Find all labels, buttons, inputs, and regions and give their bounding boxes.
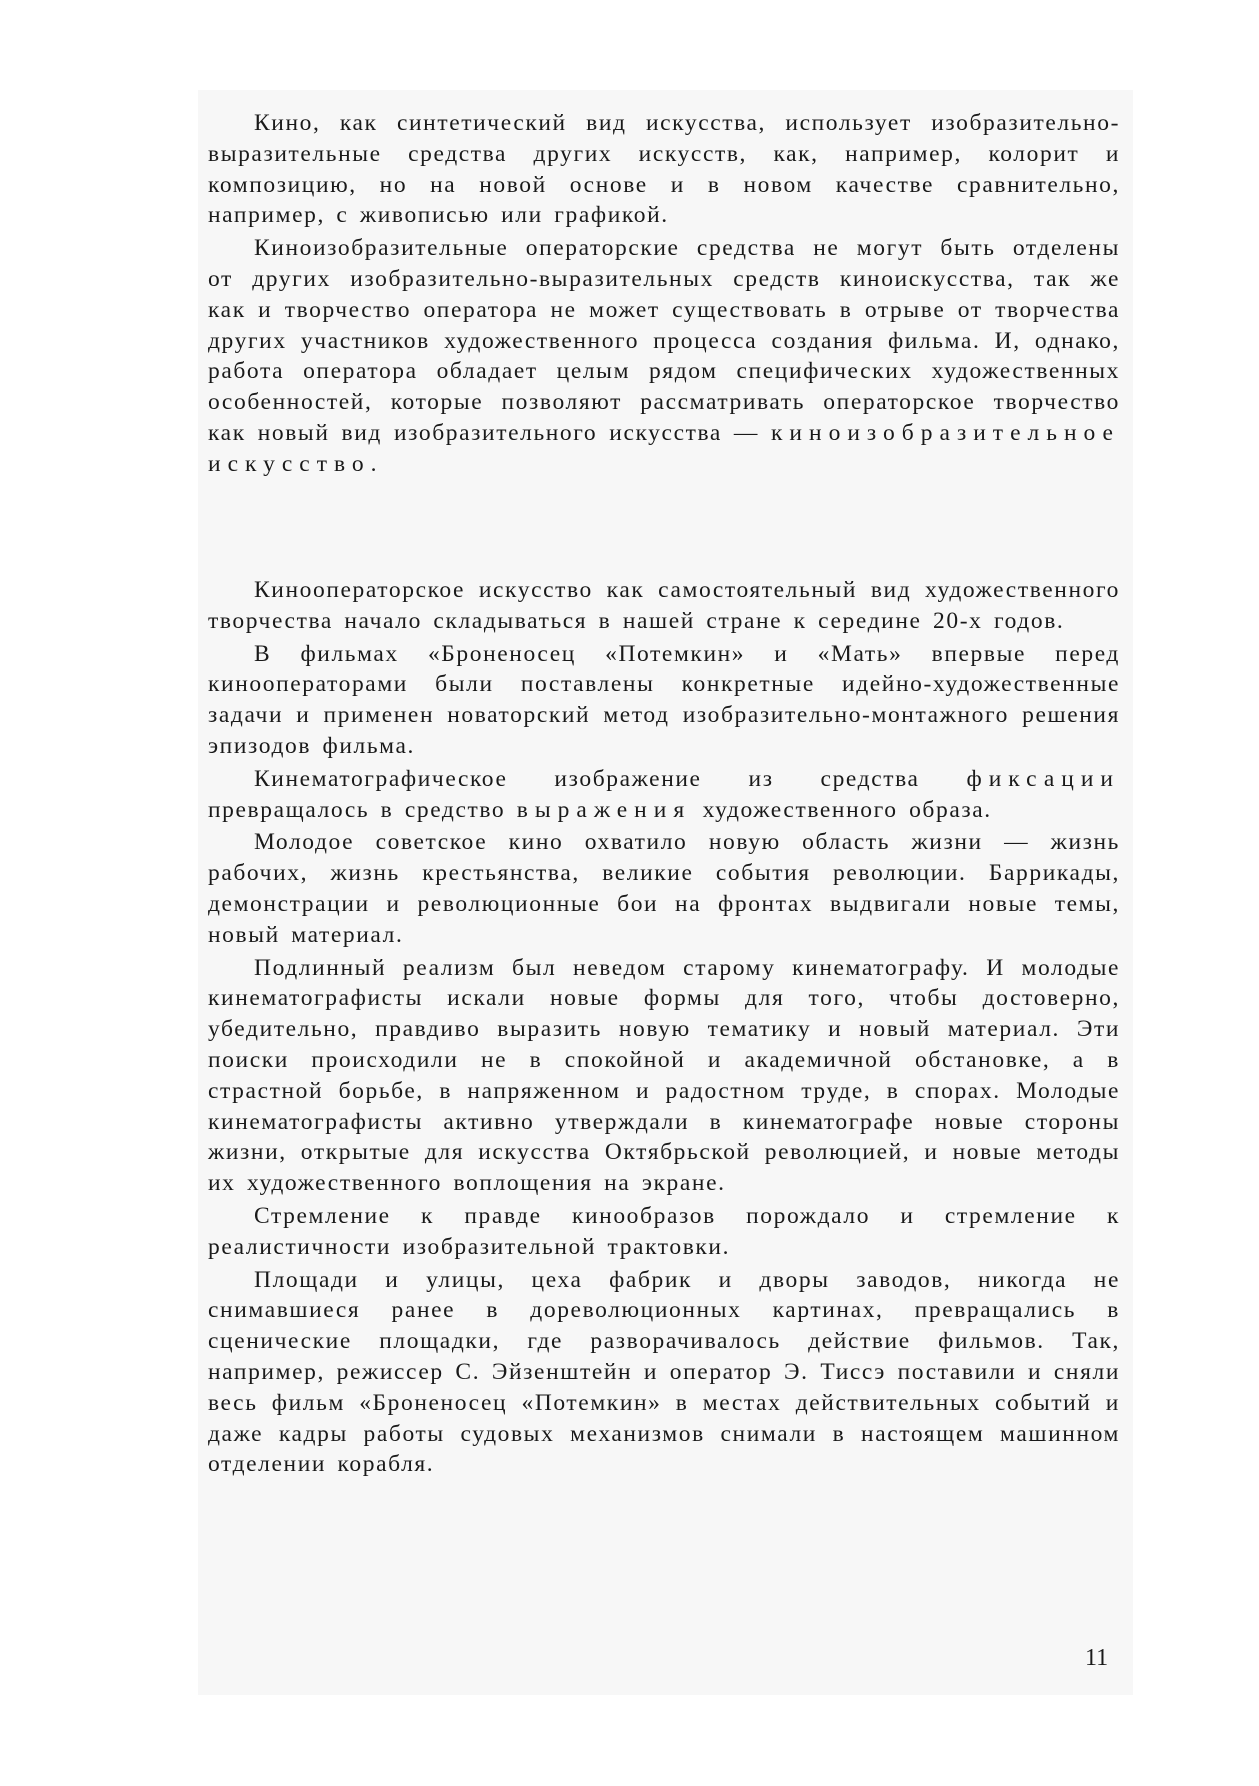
intro-section [208,108,1120,482]
paragraph-films-potemkin-mat: В фильмах «Броненосец «Потемкин» и «Мать» впервые перед кинооператорами были поставлены конкретные идейно-художественные задачи и применен новаторский метод изобразительно-монтажного решения эпизодов фильма. [208,640,1120,759]
term-fiksatsii: фиксации [966,765,1120,792]
history-section [208,575,1120,1482]
paragraph-image-expression [208,764,1120,826]
term-vyrazheniya: выражения [516,796,692,823]
paragraph-young-soviet-cinema: Молодое советское кино охватило новую область жизни — жизнь рабочих, жизнь крестьянства, великие события революции. Баррикады, демонстрации и революционные бои на фронтах выдвигали новые темы, новый материал. [208,829,1120,948]
paragraph-genuine-realism: Подлинный реализм был неведом старому кинематографу. И молодые кинематографисты искали новые формы для того, чтобы достоверно, убедительно, правдиво выразить новую тематику и новый материал. Эти поиски происходили не в спокойной и академичной обстановке, а в страстной борьбе, в напряженном и радостном труде, в спорах. Молодые кинематографисты активно утверждали в кинематографе новые стороны жизни, открытые для искусства Октябрьской революцией, и новые методы их художественного воплощения на экране. [208,954,1120,1197]
paragraph-squares-and-streets: Площади и улицы, цеха фабрик и дворы заводов, никогда не снимавшиеся ранее в дореволюционных картинах, превращались в сценические площадки, где разворачивалось действие фильмов. Так, например, режиссер С. Эйзенштейн и оператор Э. Тиссэ поставили и сняли весь фильм «Броненосец «Потемкин» в местах действительных событий и даже кадры работы судовых механизмов снимали в настоящем машинном отделении корабля. [208,1266,1120,1478]
paragraph-image-expression-part1: Кинематографическое изображение из средства [254,765,920,792]
term-kinoizobrazitelnoe-iskusstvo: киноизобразительное искусство. [208,419,1120,477]
paragraph-operator-means [208,233,1120,479]
paragraph-truth-of-images: Стремление к правде кинообразов порождало и стремление к реалистичности изобразительной трактовки. [208,1202,1120,1260]
paragraph-synthetic-art: Кино, как синтетический вид искусства, использует изобразительно-выразительные средства других искусств, как, например, колорит и композицию, но на новой основе и в новом качестве сравнительно, например, с живописью или графикой. [208,110,1120,229]
paragraph-operator-means-text: Киноизобразительные операторские средства не могут быть отделены от других изобразительно-выразительных средств киноискусства, так же как и творчество оператора не может существовать в отрыве от творчества других участников художественного процесса создания фильма. И, однако, работа оператора обладает целым рядом специфических художественных особенностей, которые позволяют рассматривать операторское творчество как новый вид изобразительного искусства — [208,235,1120,446]
paragraph-image-expression-part2: превращалось в средство [208,796,506,823]
paragraph-image-expression-part3: художественного образа. [702,796,992,823]
paragraph-cinematography-origin: Кинооператорское искусство как самостоятельный вид художественного творчества начало складываться в нашей стране к середине 20-х годов. [208,577,1120,634]
page-number: 11 [1085,1645,1109,1671]
